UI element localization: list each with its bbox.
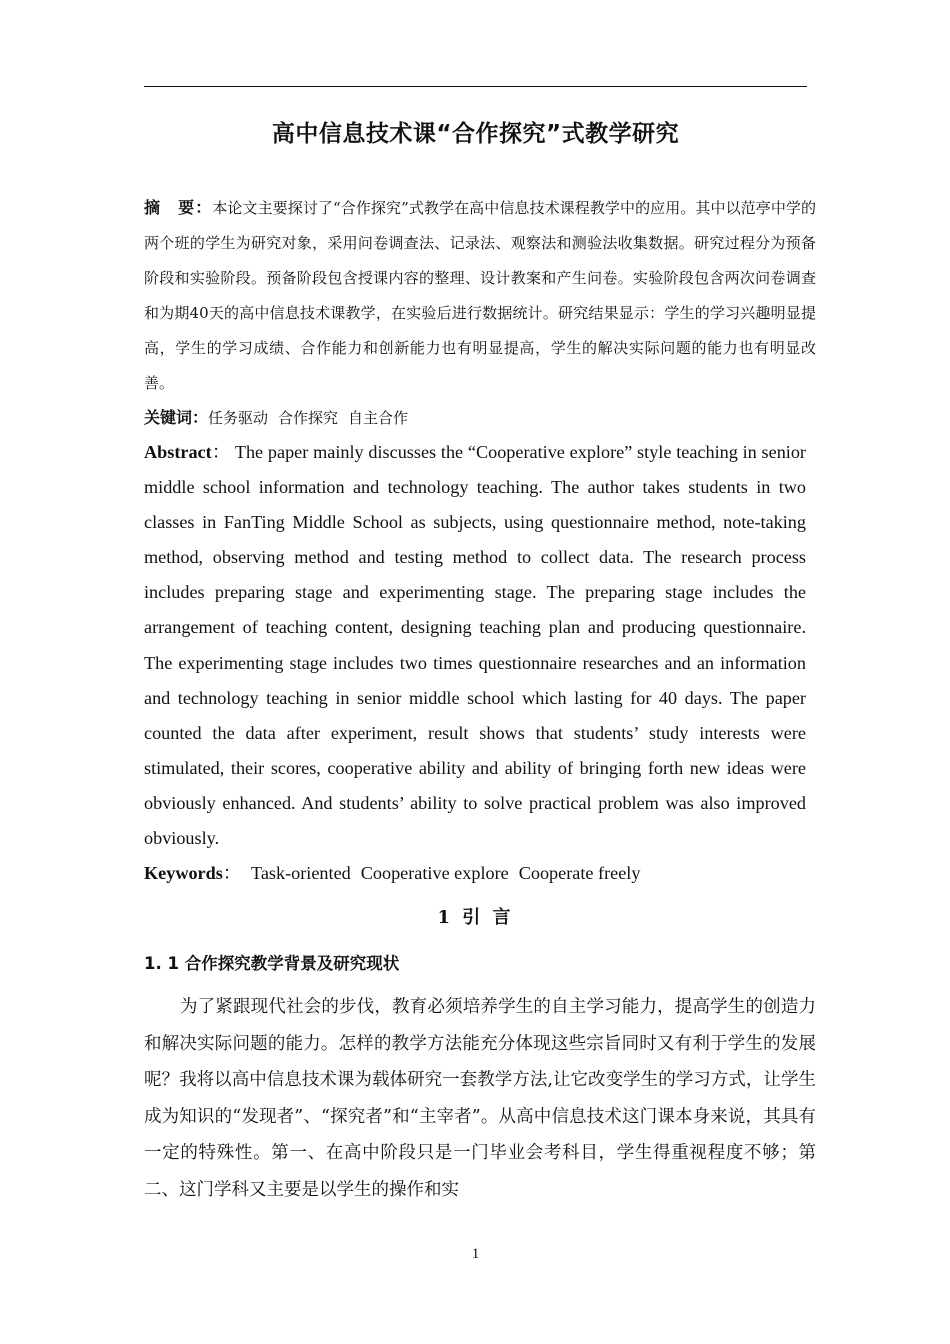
english-keyword: Cooperate freely [518,863,641,883]
english-abstract [144,435,806,856]
subsection-heading-background: 1. 1 合作探究教学背景及研究现状 [144,954,400,973]
section-heading-introduction: 1 引 言 [437,907,514,928]
page-number: 1 [471,1246,480,1262]
english-abstract-separator: ： [211,442,231,462]
english-keyword: Task-oriented [251,863,351,883]
english-keywords-separator: ： [222,863,242,883]
english-keywords [144,856,807,891]
chinese-abstract-label: 摘 要： [144,198,213,217]
paper-title: 高中信息技术课“合作探究”式教学研究 [271,121,680,147]
chinese-keyword: 合作探究 [278,409,339,427]
chinese-keyword: 任务驱动 [208,409,269,427]
chinese-keywords [144,400,807,436]
chinese-abstract-text: 本论文主要探讨了“合作探究”式教学在高中信息技术课程教学中的应用。其中以范亭中学的两个班的学生为研究对象，采用问卷调查法、记录法、观察法和测验法收集数据。研究过程分为预备阶段和实验阶段。预备阶段包含授课内容的整理、设计教案和产生问卷。实验阶段包含两次问卷调查和为期40天的高中信息技术课教学，在实验后进行数据统计。研究结果显示：学生的学习兴趣明显提高，学生的学习成绩、合作能力和创新能力也有明显提高，学生的解决实际问题的能力也有明显改善。 [144,199,816,392]
english-keywords-label: Keywords [144,863,223,883]
header-rule [144,86,807,87]
english-abstract-label: Abstract [144,442,212,462]
chinese-keyword: 自主合作 [348,409,409,427]
body-paragraph: 为了紧跟现代社会的步伐，教育必须培养学生的自主学习能力，提高学生的创造力和解决实际问题的能力。怎样的教学方法能充分体现这些宗旨同时又有利于学生的发展呢？我将以高中信息技术课为载体研究一套教学方法,让它改变学生的学习方式，让学生成为知识的“发现者”、“探究者”和“主宰者”。从高中信息技术这门课本身来说，其具有一定的特殊性。第一、在高中阶段只是一门毕业会考科目，学生得重视程度不够；第二、这门学科又主要是以学生的操作和实 [144,997,816,1200]
chinese-abstract [144,190,816,401]
english-keyword: Cooperative explore [360,863,509,883]
chinese-keywords-label: 关键词： [144,408,209,427]
english-abstract-text: The paper mainly discusses the “Cooperative explore” style teaching in senior middle school information and technology teaching. The author takes students in two classes in FanTing Middle School as subjects, using questionnaire method, note-taking method, observing method and testing method to collect data. The research process includes preparing stage and experimenting stage. The preparing stage includes the arrangement of teaching content, designing teaching plan and producing questionnaire. The experimenting stage includes two times questionnaire researches and an information and technology teaching in senior middle school which lasting for 40 days. The paper counted the data after experiment, result shows that students’ study interests were stimulated, their scores, cooperative ability and ability of bringing forth new ideas were obviously enhanced. And students’ ability to solve practical problem was also improved obviously. [144,442,806,849]
